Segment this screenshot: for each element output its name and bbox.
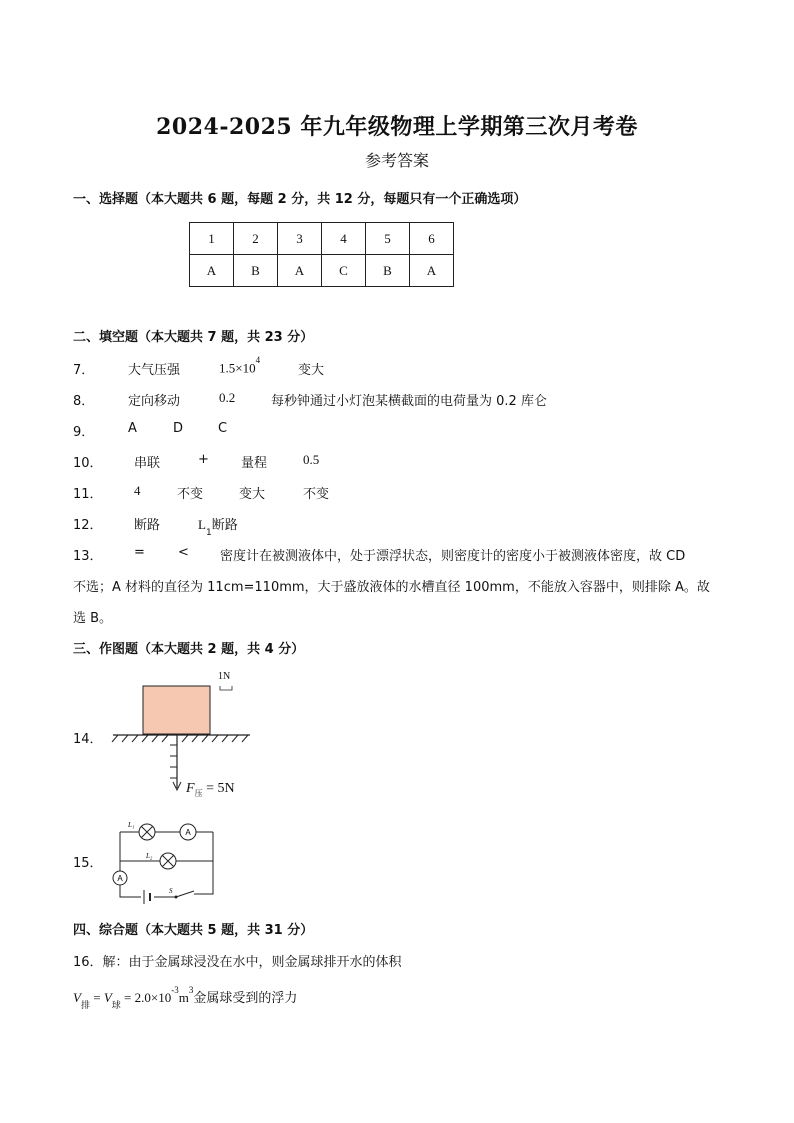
lamp-l2-icon xyxy=(160,853,176,869)
question-16-line-1: 16．解：由于金属球浸没在水中，则金属球排开水的体积 xyxy=(73,955,402,970)
svg-text:A: A xyxy=(185,828,191,837)
answer-text: 0.5 xyxy=(303,452,320,467)
answer-text: 不变 xyxy=(177,487,204,502)
table-cell: 1 xyxy=(190,223,234,255)
answer-text: 大气压强 xyxy=(128,363,181,378)
answer-text: 每秒钟通过小灯泡某横截面的电荷量为 0.2 库仑 xyxy=(271,394,547,409)
table-cell: C xyxy=(322,255,366,287)
page-title: 2024-2025 年九年级物理上学期第三次月考卷 xyxy=(156,114,638,140)
answer-text: 定向移动 xyxy=(128,394,181,409)
force-label: $F_压 = 5N$ xyxy=(186,781,235,798)
answer-text: 串联 xyxy=(134,456,161,471)
circuit-wire xyxy=(120,832,141,897)
table-cell: A xyxy=(190,255,234,287)
answer-text: 不变 xyxy=(303,487,330,502)
question-number: 11． xyxy=(73,487,103,502)
explanation-text: 密度计在被测液体中，处于漂浮状态，则密度计的密度小于被测液体密度，故 CD xyxy=(220,549,686,564)
section3-heading: 三、作图题（本大题共 2 题，共 4 分） xyxy=(73,642,305,657)
battery-icon xyxy=(144,890,150,904)
circuit-diagram xyxy=(106,815,222,905)
question-number-14: 14． xyxy=(73,732,103,747)
answer-text: D xyxy=(173,421,184,436)
block-shape xyxy=(143,686,210,734)
answer-text: 4 xyxy=(134,483,141,498)
answer-text: 断路 xyxy=(134,518,161,533)
question-16-line-2: $V_排 = V_球 = 2.0\times 10^{-3}m^3$金属球受到的浮力 xyxy=(73,984,298,1010)
ground-hatching xyxy=(112,735,248,742)
scale-bracket xyxy=(220,686,232,690)
svg-text:A: A xyxy=(117,874,123,883)
answer-text: < xyxy=(178,545,189,560)
answer-text: 0.2 xyxy=(219,390,236,405)
answer-text: 变大 xyxy=(298,363,325,378)
explanation-line-2: 不选；A 材料的直径为 11cm=110mm，大于盛放液体的水槽直径 100mm，不能放入容器中，则排除 A。故 xyxy=(73,580,710,595)
page-subtitle: 参考答案 xyxy=(364,151,429,170)
question-number: 8． xyxy=(73,394,95,409)
ammeter-icon xyxy=(113,871,127,885)
answer-table xyxy=(189,222,454,287)
switch-icon xyxy=(175,891,195,899)
answer-text: + xyxy=(198,452,209,467)
answer-text: A xyxy=(128,421,137,436)
question-number: 12． xyxy=(73,518,103,533)
table-cell: 3 xyxy=(278,223,322,255)
table-cell: 5 xyxy=(366,223,410,255)
answer-text: 量程 xyxy=(241,456,268,471)
lamp-l2-label: L₂ xyxy=(146,852,153,860)
ammeter-icon xyxy=(180,824,196,840)
question-number-15: 15． xyxy=(73,856,103,871)
switch-label: S xyxy=(169,887,173,895)
question-number: 13． xyxy=(73,549,103,564)
table-cell: A xyxy=(278,255,322,287)
table-cell: B xyxy=(366,255,410,287)
answer-text: 变大 xyxy=(239,487,266,502)
explanation-line-3: 选 B。 xyxy=(73,611,113,626)
answer-text: $1.5\times 10^4$ xyxy=(219,355,261,376)
answer-text: C xyxy=(218,421,228,436)
question-number: 7． xyxy=(73,363,95,378)
lamp-l1-label: L₁ xyxy=(128,821,135,829)
question-number: 10． xyxy=(73,456,103,471)
table-cell: 4 xyxy=(322,223,366,255)
table-cell: 6 xyxy=(410,223,454,255)
force-scale-ticks xyxy=(170,745,177,778)
circuit-wire xyxy=(194,832,213,894)
section4-heading: 四、综合题（本大题共 5 题，共 31 分） xyxy=(73,923,314,938)
answer-table-header-row xyxy=(190,223,454,255)
answer-table-answer-row xyxy=(190,255,454,287)
table-cell: 2 xyxy=(234,223,278,255)
table-cell: B xyxy=(234,255,278,287)
section1-heading: 一、选择题（本大题共 6 题，每题 2 分，共 12 分，每题只有一个正确选项） xyxy=(73,192,527,207)
answer-text: = xyxy=(134,545,145,560)
section2-heading: 二、填空题（本大题共 7 题，共 23 分） xyxy=(73,330,314,345)
scale-label: 1N xyxy=(218,671,231,682)
table-cell: A xyxy=(410,255,454,287)
lamp-l1-icon xyxy=(139,824,155,840)
question-number: 9． xyxy=(73,425,95,440)
answer-text: $L_1$断路 xyxy=(198,517,238,538)
